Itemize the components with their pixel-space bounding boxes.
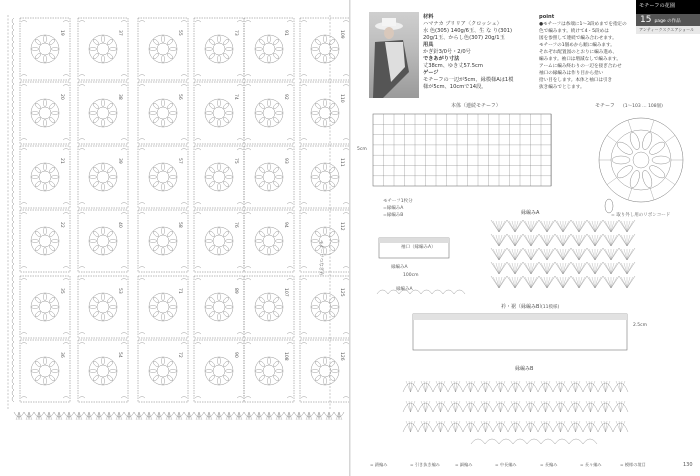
motif-number: 89 [233,288,238,294]
edge-b-label: 縁編みB [515,366,534,372]
cuff-label: 袖口（縁編みA） [401,245,436,250]
motif-cell [244,146,294,208]
cuff-width: 100cm [403,273,419,278]
motif-cell [244,276,294,338]
motif-cell [244,18,294,80]
motif-number: 72 [177,352,182,358]
note-motif: モチーフ1枚分 [383,199,413,204]
bottom-edge [14,412,344,420]
motif-cell [20,340,70,402]
motif-number: 19 [59,30,64,36]
motif-cell [20,276,70,338]
motif-chart [599,118,683,213]
motif-number: 36 [59,352,64,358]
edge-a-label: 縁編みA [521,210,540,216]
motif-number: 111 [339,158,344,167]
motif-cell [194,18,244,80]
motif-number: 54 [117,352,122,358]
cuff-edge-a-small: 縁編みA [396,287,413,292]
motif-number: 94 [283,222,288,228]
body-side-label: 5cm [357,147,367,152]
point-line: 編みます。袖口は増減なしで編みます。 [539,57,621,62]
motif-cell [78,340,128,402]
materials-label: 材料 [423,14,434,20]
header-page-number: 15 page の作品 [636,14,700,26]
motif-number: 125 [339,288,344,297]
motif-cell [300,18,349,80]
point-label: point [539,14,555,20]
motif-cell [20,146,70,208]
motif-number: 38 [117,94,122,100]
header-title: モチーフの花園 [636,0,700,16]
pattern-diagrams [351,0,700,476]
motif-cell [244,340,294,402]
cuff-edge-label: 縁編みA [391,265,408,270]
motif-number: 93 [283,158,288,164]
size-line: 丈38cm、ゆき丈57.5cm [423,63,483,69]
gauge-line: 様が5cm、10cmで14段。 [423,84,487,90]
tools-line: かぎ針3/0号・2/0号 [423,49,471,55]
motif-cell [78,18,128,80]
edge-a-chart [491,220,635,288]
motif-number: 21 [59,158,64,164]
motif-number: 22 [59,222,64,228]
motif-number: 74 [233,94,238,100]
materials-line: 20g/1玉、からし色(307) 20g/1玉 [423,35,505,41]
motif-cell [194,276,244,338]
legend-double: = 長編み [540,462,558,467]
body-label: 本体（連続モチーフ） [451,103,501,109]
tools-label: 用具 [423,42,434,48]
body-chart-grid [373,114,552,186]
motif-number: 91 [283,30,288,36]
motif-cell [78,82,128,144]
motif-number: 126 [339,352,344,361]
motif-cell [300,340,349,402]
body-chart [373,114,551,186]
motif-number: 53 [117,288,122,294]
point-line: 袖口の縁編みは作り目から拾い [539,71,604,76]
motif-number: 71 [177,288,182,294]
motif-number: 37 [117,30,122,36]
collar-label: 衿・裾（縁編みB） [501,304,545,310]
motif-number: 90 [233,352,238,358]
collar-band [413,314,627,320]
point-line: モチーフの1個めから順に編みます。 [539,43,615,48]
gauge-line: モチーフの一辺が5cm、縁模様Aは1模 [423,77,514,83]
gauge-label: ゲージ [423,70,439,76]
motif-label: モチーフ [595,103,615,109]
motif-number: 92 [283,94,288,100]
legend-boundary: = 模様の境目 [620,462,646,467]
legend-half-double: = 中長編み [495,462,517,467]
motif-number: 75 [233,158,238,164]
cuff-band [379,238,449,243]
legend-chain: = 鎖編み [370,462,388,467]
motif-cell [194,340,244,402]
motif-cell [194,146,244,208]
motif-cell [138,340,188,402]
point-line: 拾い目をします。本体と袖口は引き [539,78,613,83]
motif-cell [138,276,188,338]
motif-cell [78,146,128,208]
motif-number: 108 [283,352,288,361]
motif-cell [138,18,188,80]
left-page [0,0,349,476]
motif-number: 76 [233,222,238,228]
point-line: 抜き編みでとじます。 [539,85,585,90]
motif-number: 110 [339,94,344,103]
motif-cell [20,210,70,272]
motif-number: 20 [59,94,64,100]
motif-number: 39 [117,158,122,164]
legend-treble: = 長々編み [580,462,602,467]
motif-cell [20,82,70,144]
motif-cell [300,210,349,272]
motif-cell [194,82,244,144]
page-number: 130 [683,462,693,468]
legend-single: = 細編み [455,462,473,467]
point-line: それぞれ配置図のとおりに編み進め、 [539,50,617,55]
collar-dim: 2.5cm [633,323,648,328]
motif-cell [300,276,349,338]
motif-cell [244,82,294,144]
motif-number: 55 [177,30,182,36]
size-label: できあがり寸法 [423,56,460,62]
point-line: 色で編みます。続けて4・5段めは [539,29,609,34]
legend-slip: = 引き抜き編み [410,462,440,467]
motif-number: 35 [59,288,64,294]
point-line: アームに編み終わりの一辺を接ぎ合わせ [539,64,622,69]
motif-number: 58 [177,222,182,228]
point-line: 図を参照して連続で編み合わせます。 [539,36,617,41]
motif-cell [20,18,70,80]
motif-number: 56 [177,94,182,100]
joining-label: モチーフつなぎ方 [318,240,323,276]
note-edge-a: =縁編みA [383,206,404,211]
header-subtitle: アンティークスクエアショール [636,26,700,34]
motif-cell [138,146,188,208]
motif-cell [138,82,188,144]
motif-cell [300,146,349,208]
motif-number: 112 [339,222,344,231]
motif-number: 109 [339,30,344,39]
motif-cell [78,276,128,338]
motif-number: 107 [283,288,288,297]
point-line: ●モチーフは糸端に1〜3段めまでを指定の [539,22,627,27]
materials-line: 水 色(305) 140g/6玉、生 な り(301) [423,28,513,34]
motif-number: 57 [177,158,182,164]
edge-b-chart [403,381,628,444]
outer-edge [8,15,330,410]
motif-number: 40 [117,222,122,228]
tie-label: = 取り外し用のリボンコード [611,213,671,218]
cuff-edge-chart [377,290,465,294]
motif-number: 73 [233,30,238,36]
motif-cell [138,210,188,272]
motif-cell [194,210,244,272]
motif-cell [244,210,294,272]
motif-cell [300,82,349,144]
motif-layout-diagram [0,0,349,476]
materials-line: ハマナカ ブリリア〈クロッシェ〉 [423,21,502,27]
motif-cell [78,210,128,272]
motif-count: (1〜103 … 108個) [623,104,663,109]
collar-count: (11模様) [541,305,560,310]
note-edge-b: =縁編みB [383,213,404,218]
